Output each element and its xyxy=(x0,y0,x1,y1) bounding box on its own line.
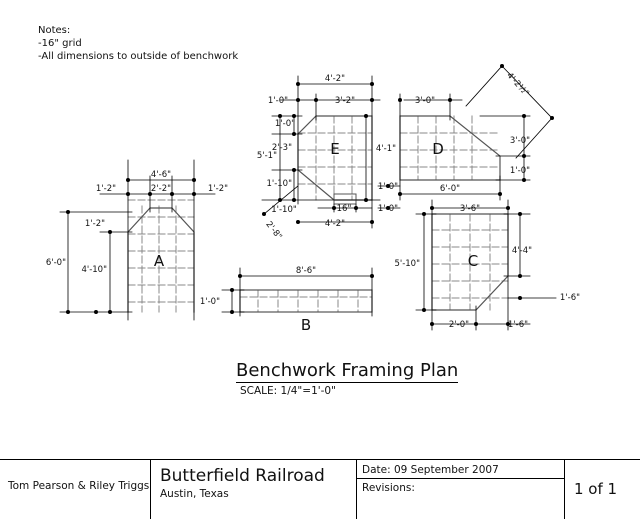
dim-e-side-a: 2'-3" xyxy=(271,143,292,153)
dim-d-bottom: 6'-0" xyxy=(439,184,461,194)
dim-e-side-total: 5'-1" xyxy=(256,151,277,161)
section-label-c: C xyxy=(467,252,479,270)
sheet-number: 1 of 1 xyxy=(574,480,618,498)
section-label-e: E xyxy=(330,140,340,158)
project-location: Austin, Texas xyxy=(160,488,229,500)
dim-e-diagonal: 2'-8" xyxy=(263,219,284,242)
dim-a-center: 2'-2" xyxy=(150,184,172,194)
title-block xyxy=(0,459,640,519)
dim-c-bottom-left: 2'-0" xyxy=(448,320,470,330)
drawing-scale: SCALE: 1/4"=1'-0" xyxy=(240,385,336,397)
dim-e-side-b: 1'-10" xyxy=(266,179,292,189)
section-label-a: A xyxy=(153,252,165,270)
dim-c-right-small: 1'-6" xyxy=(559,293,581,303)
dim-a-width: 4'-6" xyxy=(150,170,172,180)
dim-e-bottom-16: 16" xyxy=(336,204,352,214)
drawing-date: Date: 09 September 2007 xyxy=(362,464,499,476)
dim-c-height: 5'-10" xyxy=(394,259,420,269)
dim-d-right: 3'-0" xyxy=(509,136,531,146)
dim-e-small: 1'-0" xyxy=(274,119,296,129)
dim-a-chamfer: 1'-2" xyxy=(84,219,106,229)
dim-a-height: 6'-0" xyxy=(45,258,66,268)
section-d xyxy=(398,64,554,200)
dim-e-inset-center: 3'-2" xyxy=(334,96,356,106)
section-label-b: B xyxy=(300,316,312,334)
title-block-divider xyxy=(356,460,357,519)
dim-e-d-gap2: 1'-0" xyxy=(377,204,399,214)
dim-e-inset-left: 1'-0" xyxy=(267,96,289,106)
title-block-divider xyxy=(150,460,151,519)
dim-d-diagonal: 4'-2½" xyxy=(504,70,531,99)
dim-d-right-small: 1'-0" xyxy=(509,166,531,176)
dim-b-length: 8'-6" xyxy=(295,266,317,276)
dim-e-bottom-left: 1'-10" xyxy=(271,205,297,215)
section-c xyxy=(416,200,556,330)
dim-c-bottom-right: 1'-6" xyxy=(507,320,529,330)
note-dimensions: -All dimensions to outside of benchwork xyxy=(38,51,239,62)
title-block-divider xyxy=(356,478,564,479)
section-label-d: D xyxy=(432,140,444,158)
dim-e-top-width: 4'-2" xyxy=(324,74,346,84)
dim-b-depth: 1'-0" xyxy=(199,297,220,307)
dim-e-d-gap: 1'-0" xyxy=(377,182,399,192)
dim-a-right-inset: 1'-2" xyxy=(207,184,229,194)
dim-e-right: 4'-1" xyxy=(375,144,397,154)
authors: Tom Pearson & Riley Triggs xyxy=(8,480,150,492)
note-grid: -16" grid xyxy=(38,38,82,49)
dim-e-bottom-width: 4'-2" xyxy=(324,219,346,229)
drawing-title: Benchwork Framing Plan xyxy=(236,360,459,381)
dim-a-inner-height: 4'-10" xyxy=(81,265,107,275)
section-a xyxy=(60,160,215,320)
title-underline xyxy=(236,382,458,383)
title-block-divider xyxy=(564,460,565,519)
dim-d-top: 3'-0" xyxy=(414,96,436,106)
notes-heading: Notes: xyxy=(38,25,71,36)
dim-c-inner: 4'-4" xyxy=(511,246,533,256)
dim-c-top: 3'-6" xyxy=(459,204,481,214)
revisions: Revisions: xyxy=(362,482,415,494)
dim-a-left-inset: 1'-2" xyxy=(95,184,117,194)
project-name: Butterfield Railroad xyxy=(160,466,325,486)
